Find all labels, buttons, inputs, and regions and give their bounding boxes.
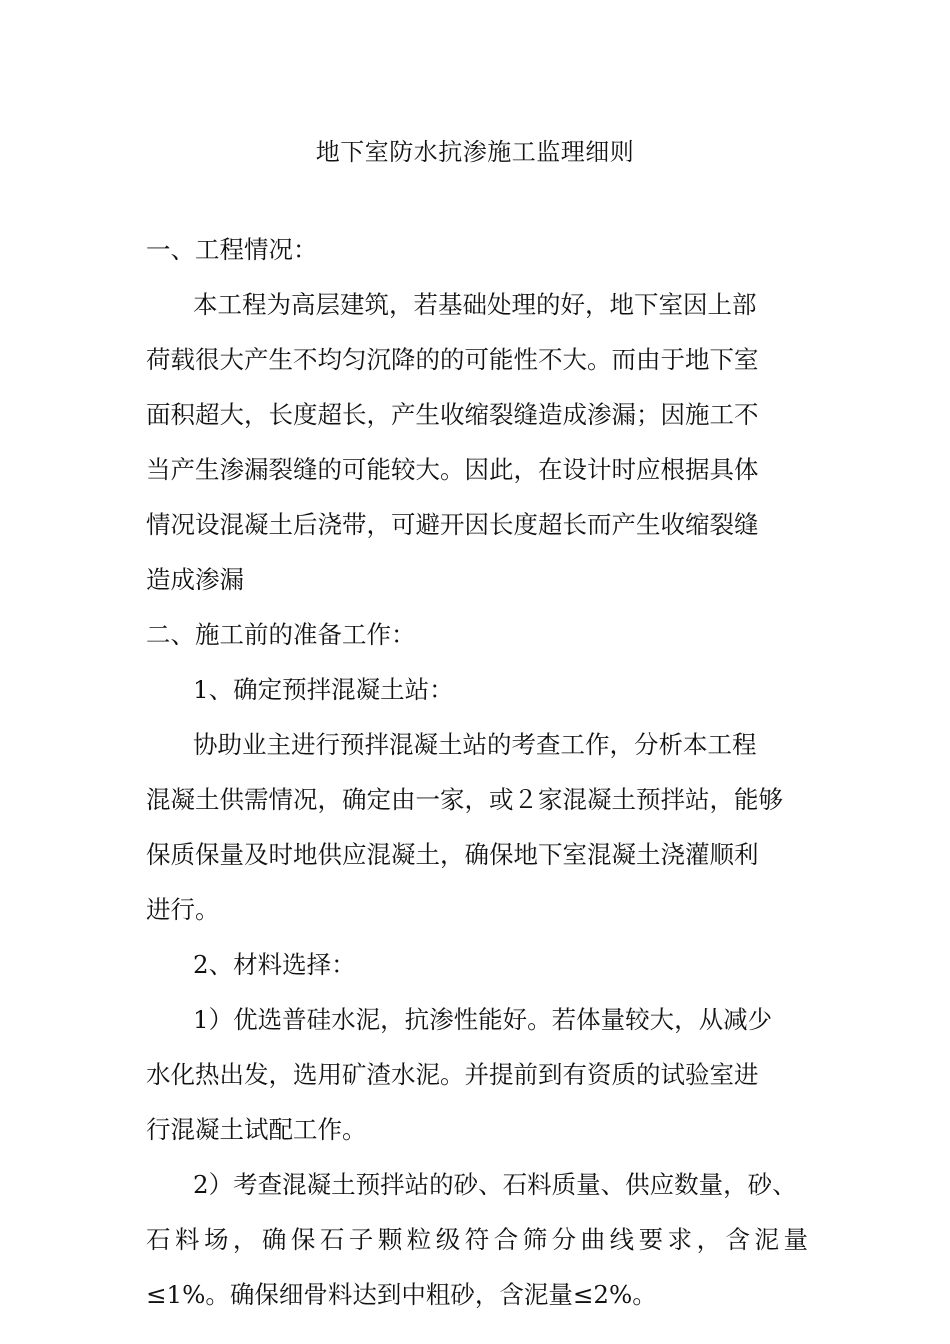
document-body bbox=[146, 222, 814, 1322]
paragraph-line: 当产生渗漏裂缝的可能较大。因此，在设计时应根据具体 bbox=[146, 455, 759, 484]
paragraph-line: 本工程为高层建筑，若基础处理的好，地下室因上部 bbox=[193, 290, 757, 319]
paragraph-line: 进行。 bbox=[146, 895, 220, 924]
list-item-line: 1）优选普硅水泥，抗渗性能好。若体量较大，从减少 bbox=[193, 1005, 773, 1034]
section-heading-project-overview: 一、工程情况： bbox=[146, 235, 318, 264]
paragraph-line: 保质保量及时地供应混凝土，确保地下室混凝土浇灌顺利 bbox=[146, 840, 759, 869]
section-heading-preparation: 二、施工前的准备工作： bbox=[146, 620, 416, 649]
paragraph-line: 荷载很大产生不均匀沉降的的可能性不大。而由于地下室 bbox=[146, 345, 759, 374]
list-item-line: 水化热出发，选用矿渣水泥。并提前到有资质的试验室进 bbox=[146, 1060, 759, 1089]
list-item-line: 石料场，确保石子颗粒级符合筛分曲线要求，含泥量 bbox=[146, 1225, 808, 1254]
paragraph-line: 造成渗漏 bbox=[146, 565, 244, 594]
subsection-heading-material-selection: 2、材料选择： bbox=[193, 950, 356, 979]
paragraph-line: 协助业主进行预拌混凝土站的考查工作，分析本工程 bbox=[193, 730, 757, 759]
list-item-line: ≤1%。确保细骨料达到中粗砂，含泥量≤2%。 bbox=[146, 1280, 657, 1309]
document-title: 地下室防水抗渗施工监理细则 bbox=[315, 138, 635, 166]
subsection-heading-concrete-station: 1、确定预拌混凝土站： bbox=[193, 675, 454, 704]
paragraph-line: 面积超大，长度超长，产生收缩裂缝造成渗漏；因施工不 bbox=[146, 400, 759, 429]
list-item-line: 行混凝土试配工作。 bbox=[146, 1115, 367, 1144]
paragraph-line: 混凝土供需情况，确定由一家，或２家混凝土预拌站，能够 bbox=[146, 785, 783, 814]
paragraph-line: 情况设混凝土后浇带，可避开因长度超长而产生收缩裂缝 bbox=[146, 510, 759, 539]
list-item-line: 2）考查混凝土预拌站的砂、石料质量、供应数量，砂、 bbox=[193, 1170, 797, 1199]
